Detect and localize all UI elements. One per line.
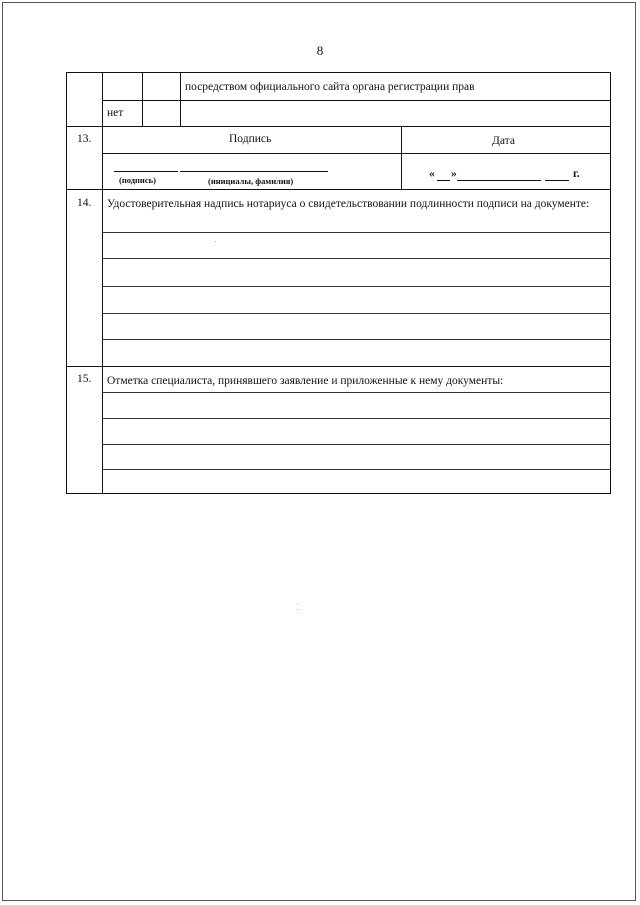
row15-writing-line	[102, 418, 611, 419]
initials-caption: (инициалы, фамилия)	[208, 176, 294, 186]
scan-speck	[297, 609, 298, 610]
table-right-border	[610, 72, 611, 494]
date-month-line	[457, 180, 541, 181]
row13-header-divider	[102, 153, 611, 154]
date-year-line	[545, 180, 569, 181]
row14-writing-line	[102, 258, 611, 259]
scan-speck	[297, 604, 298, 605]
row15-writing-line	[102, 392, 611, 393]
row12-option-site: посредством официального сайта органа регистрации прав	[185, 81, 475, 93]
initials-line	[180, 171, 328, 172]
row12-option-no: нет	[107, 107, 124, 119]
scan-speck	[215, 241, 216, 242]
row14-writing-line	[102, 286, 611, 287]
row13-date-divider	[401, 126, 402, 189]
row15-text: Отметка специалиста, принявшего заявление и приложенные к нему документы:	[107, 375, 504, 387]
row12-checkbox-col-right	[180, 72, 181, 126]
row15-number: 15.	[77, 373, 92, 385]
row15-top-border	[66, 366, 611, 367]
row12-inner-divider	[102, 100, 611, 101]
table-top-border	[66, 72, 611, 73]
row14-number: 14.	[77, 197, 92, 209]
row12-checkbox-col-left	[142, 72, 143, 126]
row13-date-header: Дата	[492, 135, 515, 147]
row15-writing-line	[102, 444, 611, 445]
signature-caption: (подпись)	[119, 175, 156, 185]
row14-text: Удостоверительная надпись нотариуса о свидетельствовании подлинности подписи на документе:	[107, 198, 590, 210]
number-column-divider	[102, 72, 103, 494]
signature-line	[114, 171, 178, 172]
date-quote-close: »	[451, 168, 457, 180]
row14-writing-line	[102, 339, 611, 340]
row13-number: 13.	[77, 133, 92, 145]
row14-writing-line	[102, 313, 611, 314]
row14-writing-line	[102, 232, 611, 233]
row15-writing-line	[102, 469, 611, 470]
page-number: 8	[316, 43, 324, 58]
row14-top-border	[66, 189, 611, 190]
table-bottom-border	[66, 493, 611, 494]
row13-top-border	[66, 126, 611, 127]
table-left-border	[66, 72, 67, 494]
row13-signature-header: Подпись	[229, 133, 272, 145]
date-year-suffix: г.	[573, 168, 580, 180]
date-day-line	[437, 180, 450, 181]
date-quote-open: «	[429, 168, 435, 180]
